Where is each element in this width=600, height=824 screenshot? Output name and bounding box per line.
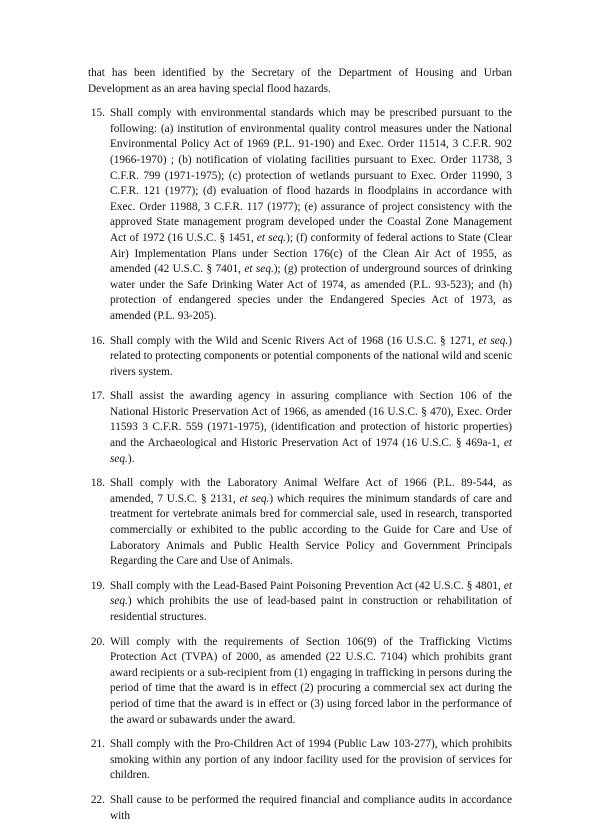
- list-item-number: 21.: [90, 738, 105, 751]
- list-item: [88, 476, 512, 570]
- list-item-text: Shall comply with the Lead-Based Paint Poisoning Prevention Act (42 U.S.C. § 4801, et seq.) which prohibits the use of lead-based paint in construction or rehabilitation of residential structures.: [110, 579, 512, 623]
- list-item-text: Shall comply with the Wild and Scenic Rivers Act of 1968 (16 U.S.C. § 1271, et seq.) related to protecting components or potential components of the national wild and scenic rivers system.: [110, 334, 512, 378]
- document-body: [88, 66, 512, 824]
- list-item-text: Shall comply with environmental standards which may be prescribed pursuant to the following: (a) institution of environmental quality control measures under the National Environmental Policy Act of 1969 (P.L. 91-190) and Exec. Order 11514, 3 C.F.R. 902 (1966-1970) ; (b) notification of violating facilities pursuant to Exec. Order 11738, 3 C.F.R. 799 (1971-1975); (c) protection of wetlands pursuant to Exec. Order 11990, 3 C.F.R. 121 (1977); (d) evaluation of flood hazards in floodplains in accordance with Exec. Order 11988, 3 C.F.R. 117 (1977); (e) assurance of project consistency with the approved State management program developed under the Coastal Zone Management Act of 1972 (16 U.S.C. § 1451, et seq.); (f) conformity of federal actions to State (Clear Air) Implementation Plans under Section 176(c) of the Clean Air Act of 1955, as amended (42 U.S.C. § 7401, et seq.); (g) protection of underground sources of drinking water under the Safe Drinking Water Act of 1974, as amended (P.L. 93-523); and (h) protection of endangered species under the Endangered Species Act of 1973, as amended (P.L. 93-205).: [110, 107, 512, 322]
- list-item-text: Shall comply with the Laboratory Animal Welfare Act of 1966 (P.L. 89-544, as amended, 7 U.S.C. § 2131, et seq.) which requires the minimum standards of care and treatment for vertebrate animals bred for commercial sale, used in research, transported commercially or exhibited to the public according to the Guide for Care and Use of Laboratory Animals and Public Health Service Policy and Government Principals Regarding the Care and Use of Animals.: [110, 477, 512, 568]
- assurances-list: [88, 106, 512, 824]
- list-item: [88, 635, 512, 729]
- list-item-number: 19.: [90, 579, 105, 592]
- list-item-number: 22.: [90, 793, 105, 806]
- continuation-paragraph: that has been identified by the Secretary of the Department of Housing and Urban Development as an area having special flood hazards.: [88, 67, 512, 95]
- list-item-text: Shall comply with the Pro-Children Act of 1994 (Public Law 103-277), which prohibits smoking within any portion of any indoor facility used for the provision of services for children.: [110, 738, 512, 782]
- list-item: [88, 579, 512, 626]
- list-item-text: Will comply with the requirements of Section 106(9) of the Trafficking Victims Protection Act (TVPA) of 2000, as amended (22 U.S.C. 7104) which prohibits grant award recipients or a sub-recipient from (1) engaging in trafficking in persons during the period of time that the award is in effect (2) procuring a commercial sex act during the period of time that the award is in effect or (3) using forced labor in the performance of the award or subawards under the award.: [110, 635, 512, 726]
- list-item-text: Shall assist the awarding agency in assuring compliance with Section 106 of the National Historic Preservation Act of 1966, as amended (16 U.S.C. § 470), Exec. Order 11593 3 C.F.R. 559 (1971-1975), (identification and protection of historic properties) and the Archaeological and Historic Preservation Act of 1974 (16 U.S.C. § 469a-1, et seq.).: [110, 390, 512, 465]
- list-item: [88, 334, 512, 381]
- list-item-number: 17.: [90, 390, 105, 403]
- list-item-number: 15.: [90, 107, 105, 120]
- list-item-text: Shall cause to be performed the required financial and compliance audits in accordance with: [110, 793, 512, 822]
- list-item-number: 20.: [90, 635, 105, 648]
- list-item: [88, 793, 512, 824]
- list-item-number: 18.: [90, 477, 105, 490]
- list-item-number: 16.: [90, 334, 105, 347]
- list-item: [88, 389, 512, 467]
- list-item: [88, 106, 512, 324]
- list-item: [88, 737, 512, 784]
